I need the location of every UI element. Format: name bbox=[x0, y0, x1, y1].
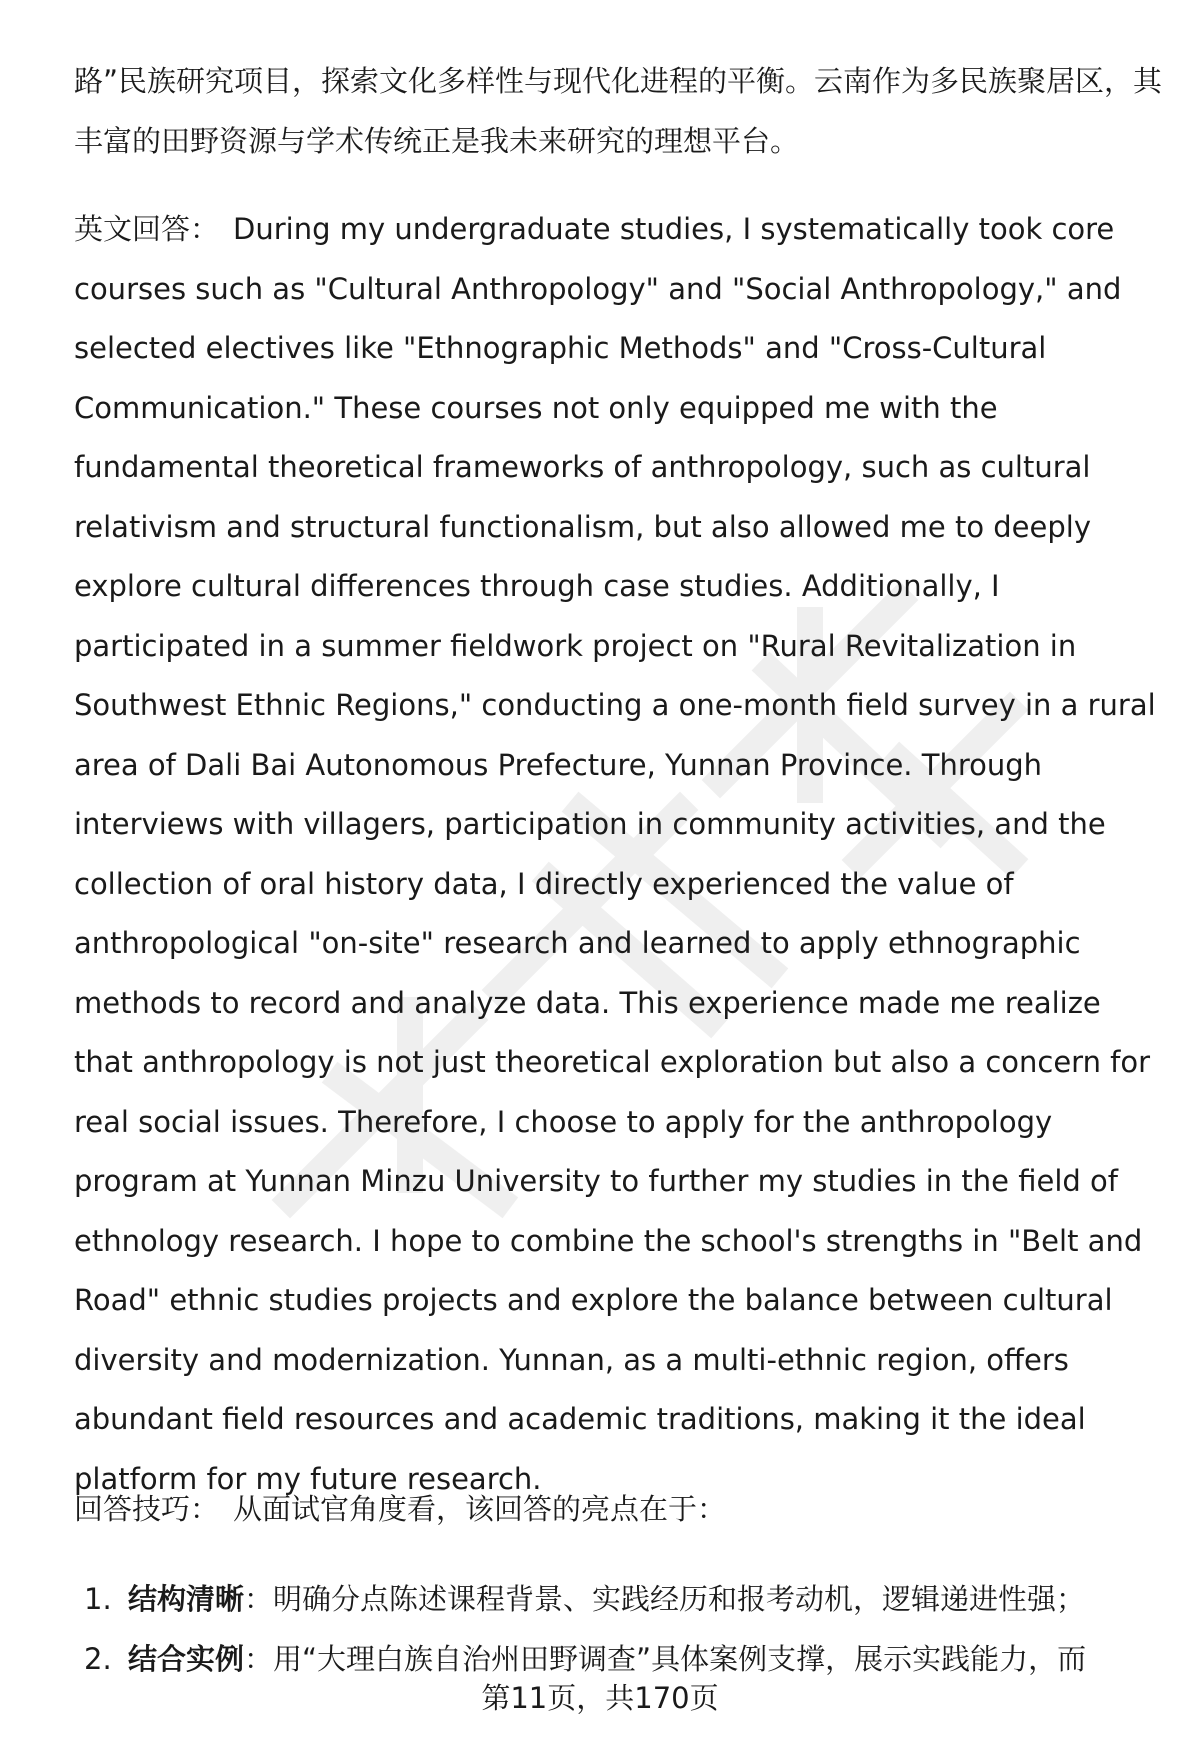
page-number-footer: 第11页，共170页 bbox=[481, 1681, 719, 1715]
tips-list bbox=[74, 1570, 1174, 1689]
list-item-number: 2. bbox=[84, 1641, 112, 1676]
list-item-term: 结构清晰 bbox=[128, 1582, 245, 1616]
answer-tips-heading bbox=[74, 1480, 1164, 1540]
answer-tips-label: 回答技巧： bbox=[74, 1492, 220, 1526]
list-item bbox=[74, 1570, 1174, 1630]
english-answer-paragraph bbox=[74, 200, 1164, 1509]
list-item-number: 1. bbox=[84, 1582, 112, 1616]
list-item-text: ：明确分点陈述课程背景、实践经历和报考动机，逻辑递进性强； bbox=[244, 1582, 1086, 1616]
list-item-term: 结合实例 bbox=[128, 1641, 245, 1676]
english-answer-label: 英文回答： bbox=[74, 212, 220, 246]
english-answer-text: During my undergraduate studies, I systematically took core courses such as "Cultural Anthropology" and "Social Anthropology," and selected electives like "Ethnographic Methods" and "Cross-Cultural Communication." These courses not only equipped me with the fundamental theoretical frameworks of anthropology, such as cultural relativism and structural functionalism, but also allowed me to deeply explore cultural differences through case studies. Additionally, I participated in a summer fieldwork project on "Rural Revitalization in Southwest Ethnic Regions," conducting a one-month field survey in a rural area of Dali Bai Autonomous Prefecture, Yunnan Province. Through interviews with villagers, participation in community activities, and the collection of oral history data, I directly experienced the value of anthropological "on-site" research and learned to apply ethnographic methods to record and analyze data. This experience made me realize that anthropology is not just theoretical exploration but also a concern for real social issues. Therefore, I choose to apply for the anthropology program at Yunnan Minzu University to further my studies in the field of ethnology research. I hope to combine the school's strengths in "Belt and Road" ethnic studies projects and explore the balance between cultural diversity and modernization. Yunnan, as a multi-ethnic region, offers abundant field resources and academic traditions, making it the ideal platform for my future research. bbox=[74, 212, 1156, 1496]
answer-tips-intro: 从面试官角度看，该回答的亮点在于： bbox=[233, 1492, 727, 1526]
continuation-paragraph: 路”民族研究项目，探索文化多样性与现代化进程的平衡。云南作为多民族聚居区，其丰富的田野资源与学术传统正是我未来研究的理想平台。 bbox=[74, 64, 1163, 158]
list-item-text: ：用“大理白族自治州田野调查”具体案例支撑，展示实践能力，而 bbox=[244, 1641, 1087, 1676]
